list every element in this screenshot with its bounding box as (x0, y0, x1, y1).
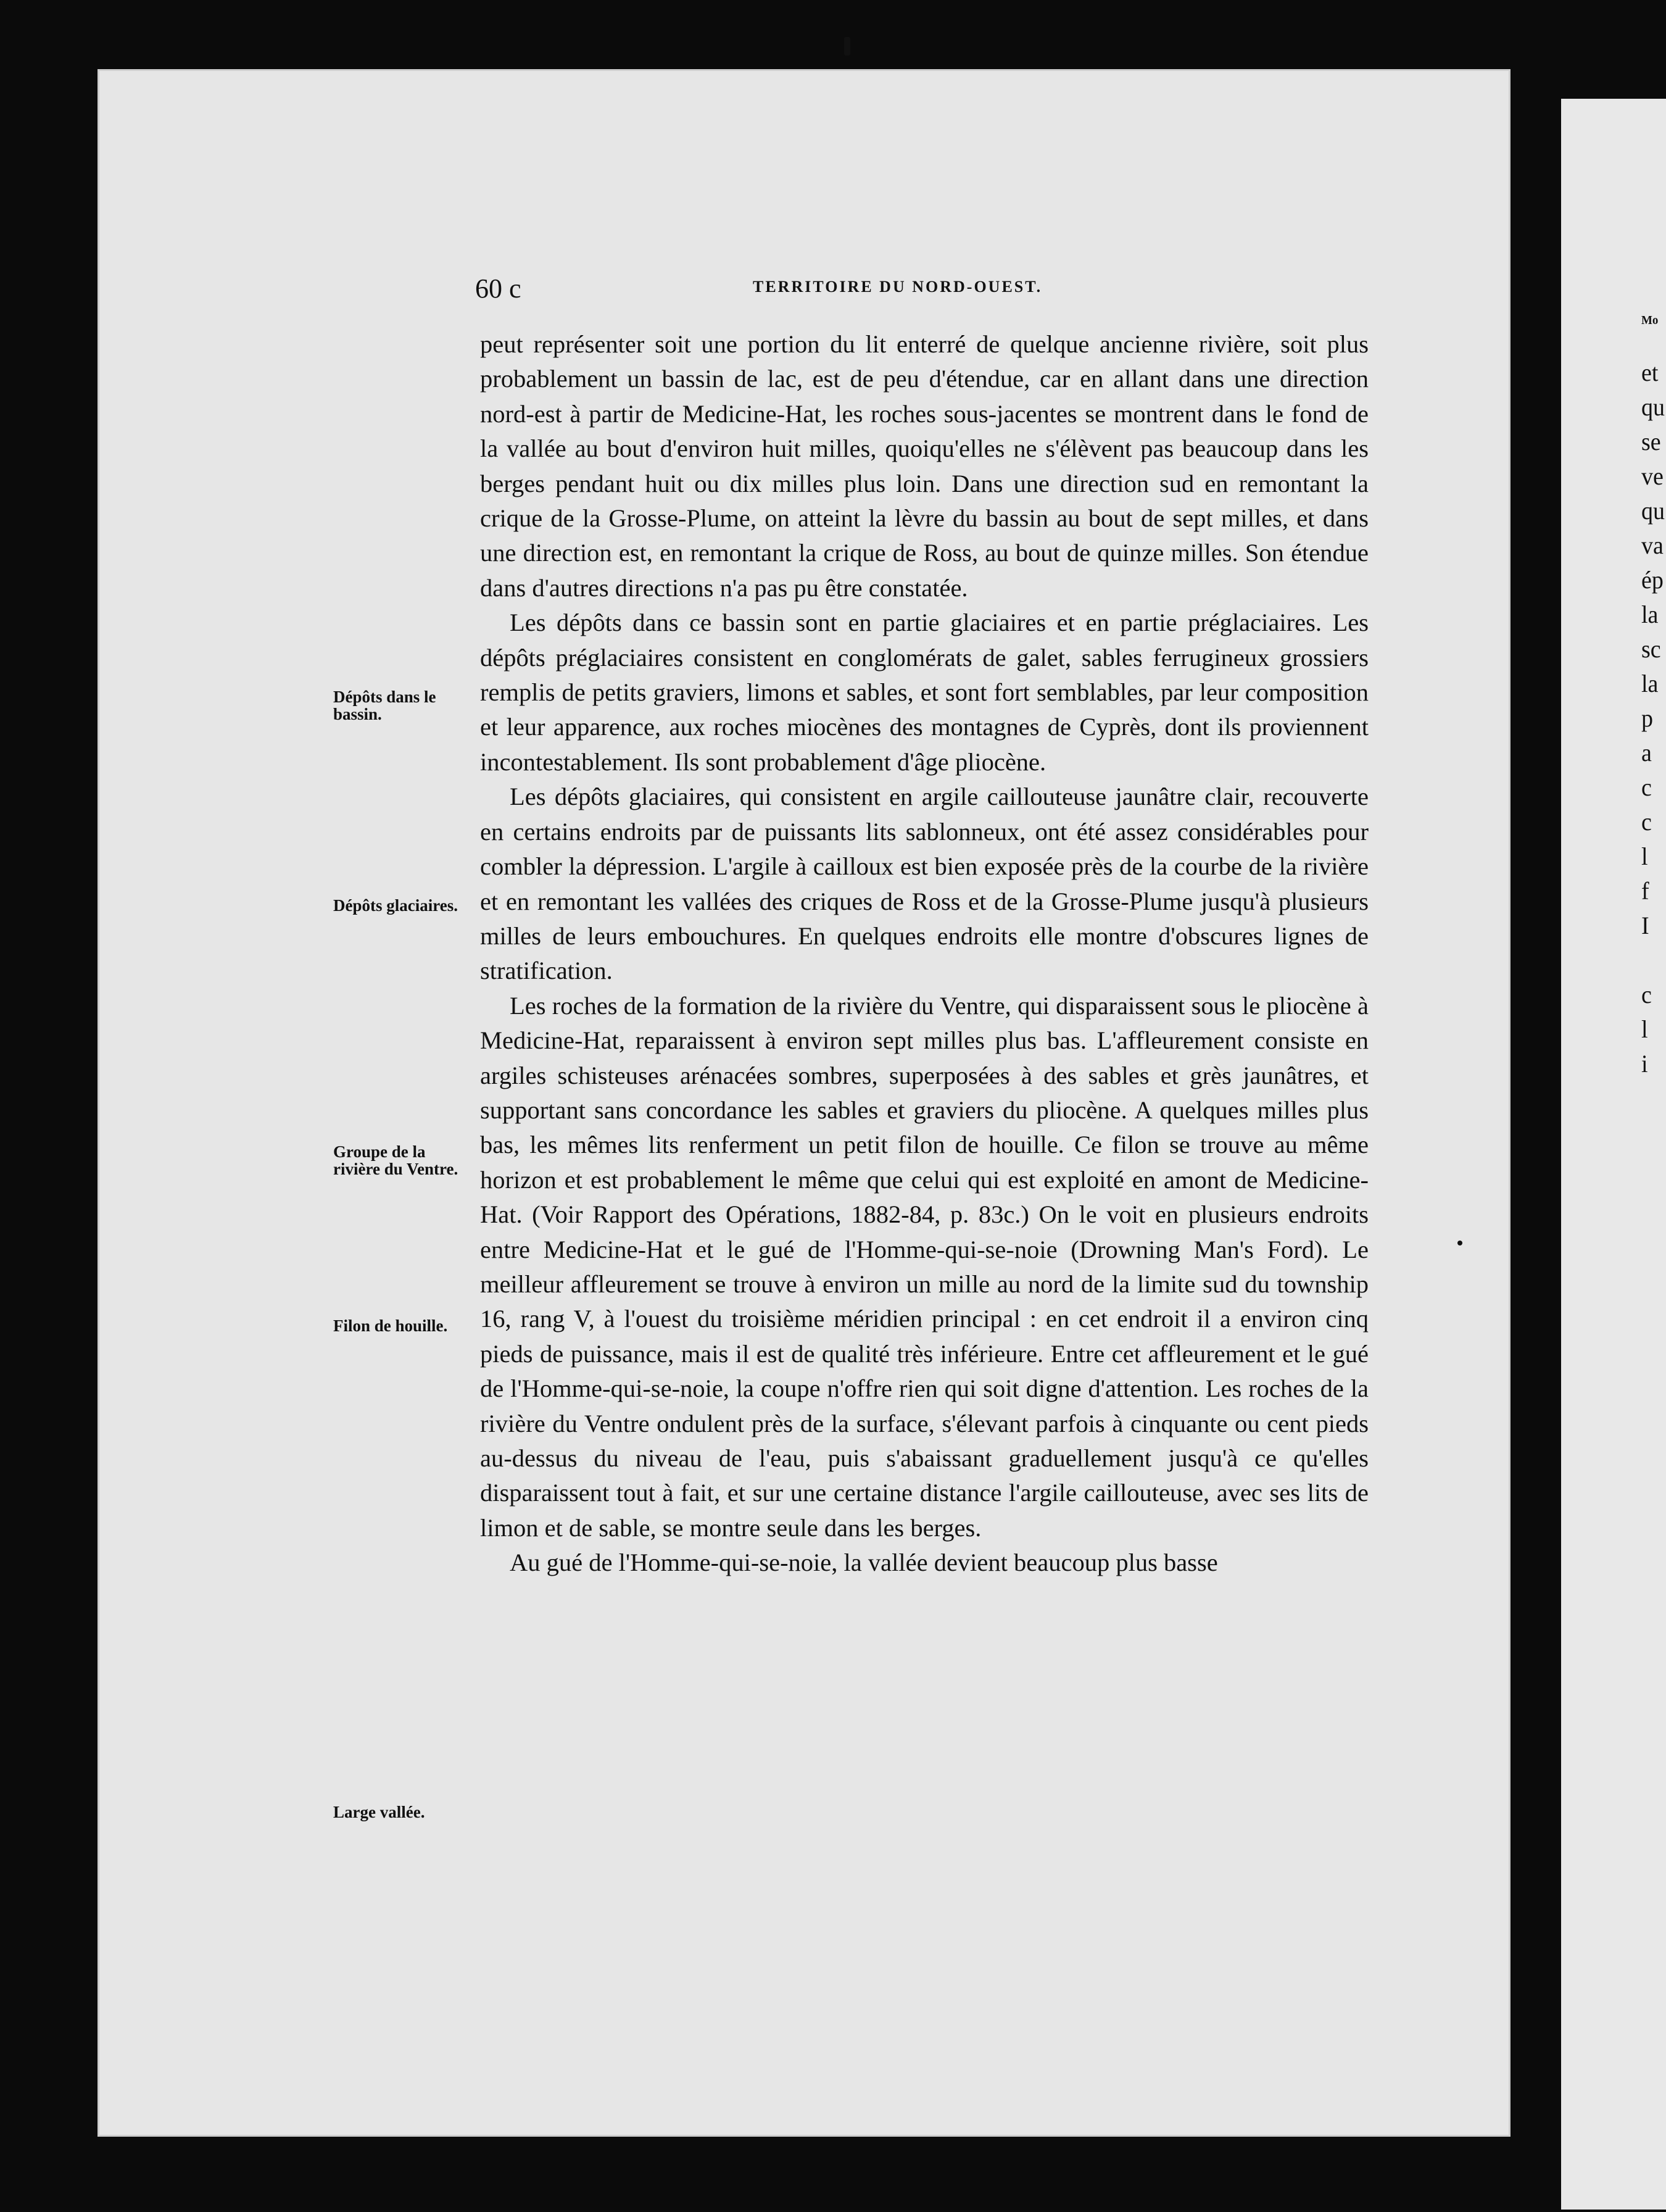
adjacent-page-fragment: la (1641, 670, 1659, 697)
adjacent-page-fragment: l (1641, 1015, 1648, 1043)
adjacent-page-fragment: f (1641, 877, 1649, 905)
margin-note: Filon de houille. (333, 1316, 448, 1335)
scan-speck (844, 37, 850, 56)
margin-note: Dépôts glaciaires. (333, 896, 458, 915)
adjacent-page-fragment: et (1641, 359, 1659, 386)
adjacent-page-fragment: ép (1641, 566, 1664, 594)
body-text (480, 327, 1369, 1581)
paragraph: Les dépôts dans ce bassin sont en partie glaciaires et en partie préglaciaires. Les dépôts préglaciaires consistent en conglomérats de galet, sables ferrugineux grossiers remplis de petits graviers, limons et sables, et sont fort semblables, par leur composition et leur apparence, aux roches miocènes des montagnes de Cyprès, dont ils proviennent incontestablement. Ils sont probablement d'âge pliocène. (480, 609, 1369, 776)
margin-note: Groupe de la rivière du Ventre. (333, 1142, 458, 1178)
adjacent-page-fragment: c (1641, 773, 1652, 801)
running-head: TERRITOIRE DU NORD-OUEST. (753, 278, 1043, 296)
adjacent-page-fragment: se (1641, 428, 1661, 455)
adjacent-page-fragment: a (1641, 739, 1652, 767)
page-header (475, 273, 1370, 310)
paragraph: Les dépôts glaciaires, qui consistent en argile caillouteuse jaunâtre clair, recouverte en certains endroits par de puissants lits sablonneux, ont été assez considérables pour combler la dépression. L'argile à cailloux est bien exposée près de la courbe de la rivière et en remontant les vallées des criques de Ross et de la Grosse-Plume jusqu'à plusieurs milles de leurs embouchures. En quelques endroits elle montre d'obscures lignes de stratification. (480, 783, 1369, 985)
adjacent-page-fragment: va (1641, 531, 1664, 559)
paragraph: Les roches de la formation de la rivière du Ventre, qui disparaissent sous le pliocène à Medicine-Hat, reparaissent à environ sept milles plus bas. L'affleurement consiste en argiles schisteuses arénacées sombres, superposées à des sables et grès jaunâtres, et supportant sans concordance les sables et graviers du pliocène. A quelques milles plus bas, les mêmes lits renferment un petit filon de houille. Ce filon se trouve au même horizon et est probablement le même que celui qui est exploité en amont de Medicine-Hat. (Voir Rapport des Opérations, 1882-84, p. 83c.) On le voit en plusieurs endroits entre Medicine-Hat et le gué de l'Homme-qui-se-noie (Drowning Man's Ford). Le meilleur affleurement se trouve à environ un mille au nord de la limite sud du township 16, rang V, à l'ouest du troisième méridien principal : en cet endroit il a environ cinq pieds de puissance, mais il est de qualité très inférieure. Entre cet affleurement et le gué de l'Homme-qui-se-noie, la coupe n'offre rien qui soit digne d'attention. Les roches de la rivière du Ventre ondulent près de la surface, s'élevant parfois à cinquante ou cent pieds au-dessus du niveau de l'eau, puis s'abaissant graduellement jusqu'à ce qu'elles disparaissent tout à fait, et sur une certaine distance l'argile caillouteuse, avec ses lits de limon et de sable, se montre seule dans les berges. (480, 991, 1369, 1542)
adjacent-page-fragment: I (1641, 912, 1649, 939)
adjacent-page-fragment: c (1641, 981, 1652, 1008)
adjacent-page-fragment: qu (1641, 393, 1665, 421)
adjacent-page-fragment: p (1641, 704, 1653, 732)
adjacent-page-fragment: l (1641, 842, 1648, 870)
adjacent-page-edge (1561, 99, 1666, 2210)
adjacent-page-fragment: qu (1641, 497, 1665, 525)
paragraph: Au gué de l'Homme-qui-se-noie, la vallée devient beaucoup plus basse (510, 1549, 1218, 1577)
page-number: 60 c (475, 273, 521, 304)
adjacent-page-fragment: c (1641, 808, 1652, 836)
adjacent-page-fragment: sc (1641, 635, 1661, 663)
paragraph: peut représenter soit une portion du lit enterré de quelque ancienne rivière, soit plus probablement un bassin de lac, est de peu d'étendue, car en allant dans une direction nord-est à partir de Medicine-Hat, les roches sous-jacentes se montrent dans le fond de la vallée au bout d'environ huit milles, quoiqu'elles ne s'élèvent pas beaucoup dans les berges pendant huit ou dix milles plus loin. Dans une direction sud en remontant la crique de la Grosse-Plume, on atteint la lèvre du bassin au bout de sept milles, et dans une direction est, en remontant la crique de Ross, au bout de quinze milles. Son étendue dans d'autres directions n'a pas pu être constatée. (480, 330, 1369, 602)
adjacent-page-fragment: la (1641, 601, 1659, 628)
margin-note: Dépôts dans le bassin. (333, 688, 436, 723)
scan-speck (1457, 1241, 1462, 1245)
margin-note: Large vallée. (333, 1803, 425, 1821)
adjacent-page-fragment: i (1641, 1050, 1648, 1078)
adjacent-page-fragment: Mo (1641, 314, 1659, 327)
adjacent-page-fragment: ve (1641, 462, 1664, 490)
